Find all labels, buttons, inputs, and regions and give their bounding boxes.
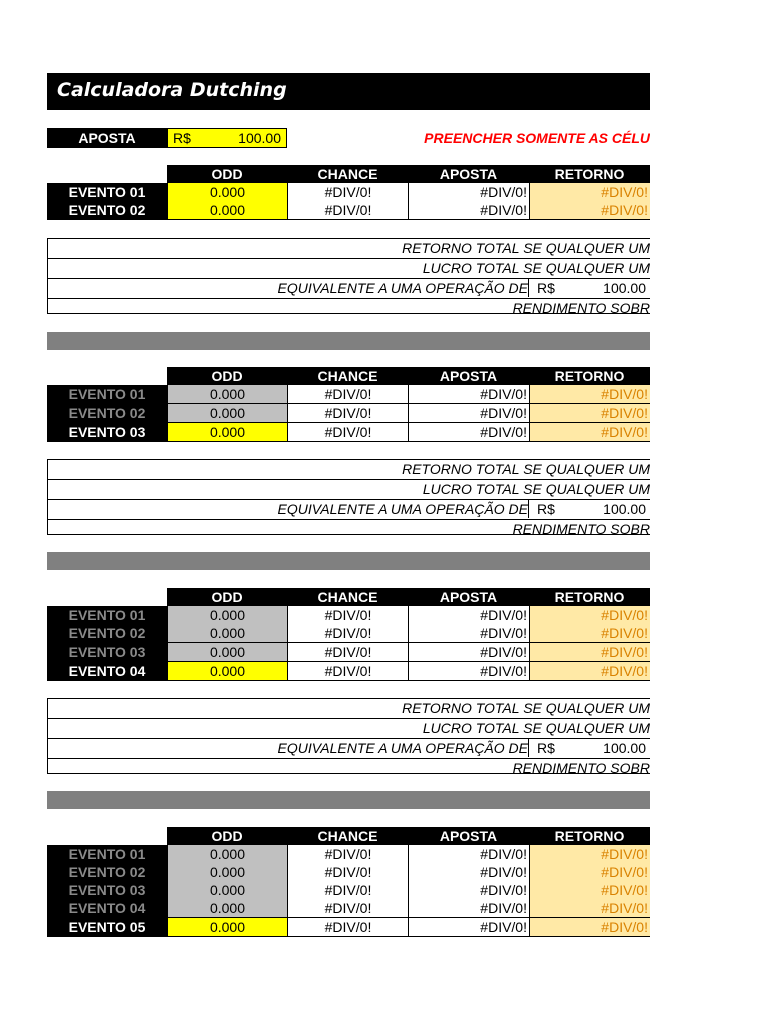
equivalente-amount: 100.00 xyxy=(603,280,646,296)
summary-row-lucro xyxy=(48,480,650,500)
summary-row-retorno xyxy=(48,239,650,259)
retorno-cell: #DIV/0! xyxy=(530,183,650,202)
summary-row-lucro xyxy=(48,259,650,279)
chance-cell: #DIV/0! xyxy=(288,606,409,625)
summary-label: EQUIVALENTE A UMA OPERAÇÃO DE xyxy=(277,280,528,296)
retorno-cell: #DIV/0! xyxy=(530,624,650,643)
retorno-cell: #DIV/0! xyxy=(530,899,650,918)
title-bar xyxy=(47,73,650,110)
summary-box xyxy=(47,459,650,535)
odd-cell: 0.000 xyxy=(167,643,288,662)
chance-cell: #DIV/0! xyxy=(288,423,409,442)
odd-input[interactable]: 0.000 xyxy=(167,423,288,442)
chance-cell: #DIV/0! xyxy=(288,201,409,220)
equivalente-value xyxy=(528,500,650,518)
odd-cell: 0.000 xyxy=(167,404,288,423)
summary-label: LUCRO TOTAL SE QUALQUER UM xyxy=(422,720,650,736)
header-odd: ODD xyxy=(167,827,287,845)
event-label: EVENTO 03 xyxy=(47,643,167,662)
header-retorno: RETORNO xyxy=(529,367,650,385)
summary-row-retorno xyxy=(48,699,650,719)
summary-label: RENDIMENTO SOBR xyxy=(512,300,650,316)
retorno-cell: #DIV/0! xyxy=(530,881,650,900)
aposta-cell: #DIV/0! xyxy=(409,918,530,937)
summary-label: EQUIVALENTE A UMA OPERAÇÃO DE xyxy=(277,501,528,517)
retorno-cell: #DIV/0! xyxy=(530,423,650,442)
aposta-cell: #DIV/0! xyxy=(409,201,530,220)
event-label: EVENTO 01 xyxy=(47,845,167,864)
event-label: EVENTO 02 xyxy=(47,624,167,643)
summary-label: EQUIVALENTE A UMA OPERAÇÃO DE xyxy=(277,740,528,756)
summary-row-retorno xyxy=(48,460,650,480)
equivalente-currency: R$ xyxy=(537,501,555,517)
odd-input[interactable]: 0.000 xyxy=(167,662,288,681)
chance-cell: #DIV/0! xyxy=(288,404,409,423)
summary-row-rendimento xyxy=(48,759,650,778)
retorno-cell: #DIV/0! xyxy=(530,918,650,937)
odd-cell: 0.000 xyxy=(167,624,288,643)
summary-row-lucro xyxy=(48,719,650,739)
header-aposta: APOSTA xyxy=(408,165,529,183)
summary-row-equivalente xyxy=(48,739,650,759)
event-label: EVENTO 02 xyxy=(47,863,167,882)
retorno-cell: #DIV/0! xyxy=(530,201,650,220)
odd-cell: 0.000 xyxy=(167,385,288,404)
summary-label: RENDIMENTO SOBR xyxy=(512,521,650,537)
summary-row-rendimento xyxy=(48,299,650,318)
event-label: EVENTO 01 xyxy=(47,385,167,404)
header-aposta: APOSTA xyxy=(408,827,529,845)
summary-box xyxy=(47,238,650,314)
equivalente-currency: R$ xyxy=(537,280,555,296)
aposta-cell: #DIV/0! xyxy=(409,899,530,918)
aposta-cell: #DIV/0! xyxy=(409,662,530,681)
event-label: EVENTO 05 xyxy=(47,918,167,937)
event-label: EVENTO 02 xyxy=(47,404,167,423)
aposta-input[interactable] xyxy=(167,128,287,148)
aposta-value: 100.00 xyxy=(238,130,281,146)
event-label: EVENTO 03 xyxy=(47,423,167,442)
summary-label: RETORNO TOTAL SE QUALQUER UM xyxy=(402,700,650,716)
chance-cell: #DIV/0! xyxy=(288,863,409,882)
retorno-cell: #DIV/0! xyxy=(530,845,650,864)
aposta-cell: #DIV/0! xyxy=(409,881,530,900)
chance-cell: #DIV/0! xyxy=(288,643,409,662)
header-retorno: RETORNO xyxy=(529,827,650,845)
chance-cell: #DIV/0! xyxy=(288,899,409,918)
aposta-cell: #DIV/0! xyxy=(409,643,530,662)
event-label: EVENTO 01 xyxy=(47,606,167,625)
summary-label: LUCRO TOTAL SE QUALQUER UM xyxy=(422,481,650,497)
header-chance: CHANCE xyxy=(287,827,408,845)
aposta-cell: #DIV/0! xyxy=(409,863,530,882)
chance-cell: #DIV/0! xyxy=(288,183,409,202)
summary-row-equivalente xyxy=(48,279,650,299)
chance-cell: #DIV/0! xyxy=(288,385,409,404)
section-divider xyxy=(47,791,650,809)
odd-input[interactable]: 0.000 xyxy=(167,201,288,220)
instruction-text xyxy=(300,128,650,148)
odd-cell: 0.000 xyxy=(167,606,288,625)
summary-row-rendimento xyxy=(48,520,650,539)
section-divider xyxy=(47,332,650,350)
header-odd: ODD xyxy=(167,588,287,606)
summary-label: RENDIMENTO SOBR xyxy=(512,760,650,776)
retorno-cell: #DIV/0! xyxy=(530,385,650,404)
odd-cell: 0.000 xyxy=(167,845,288,864)
equivalente-amount: 100.00 xyxy=(603,740,646,756)
aposta-label: APOSTA xyxy=(47,128,167,148)
header-odd: ODD xyxy=(167,165,287,183)
summary-box xyxy=(47,698,650,774)
retorno-cell: #DIV/0! xyxy=(530,863,650,882)
event-label: EVENTO 01 xyxy=(47,183,167,202)
odd-input[interactable]: 0.000 xyxy=(167,918,288,937)
event-label: EVENTO 03 xyxy=(47,881,167,900)
aposta-cell: #DIV/0! xyxy=(409,606,530,625)
page-title: Calculadora Dutching xyxy=(57,79,287,101)
aposta-cell: #DIV/0! xyxy=(409,845,530,864)
equivalente-value xyxy=(528,739,650,757)
chance-cell: #DIV/0! xyxy=(288,845,409,864)
chance-cell: #DIV/0! xyxy=(288,881,409,900)
retorno-cell: #DIV/0! xyxy=(530,404,650,423)
chance-cell: #DIV/0! xyxy=(288,918,409,937)
equivalente-amount: 100.00 xyxy=(603,501,646,517)
retorno-cell: #DIV/0! xyxy=(530,606,650,625)
summary-row-equivalente xyxy=(48,500,650,520)
aposta-cell: #DIV/0! xyxy=(409,404,530,423)
section-divider xyxy=(47,552,650,570)
header-aposta: APOSTA xyxy=(408,588,529,606)
aposta-currency: R$ xyxy=(173,130,191,146)
summary-label: RETORNO TOTAL SE QUALQUER UM xyxy=(402,240,650,256)
summary-label: LUCRO TOTAL SE QUALQUER UM xyxy=(422,260,650,276)
aposta-cell: #DIV/0! xyxy=(409,385,530,404)
header-retorno: RETORNO xyxy=(529,165,650,183)
equivalente-currency: R$ xyxy=(537,740,555,756)
retorno-cell: #DIV/0! xyxy=(530,643,650,662)
odd-input[interactable]: 0.000 xyxy=(167,183,288,202)
chance-cell: #DIV/0! xyxy=(288,624,409,643)
summary-label: RETORNO TOTAL SE QUALQUER UM xyxy=(402,461,650,477)
odd-cell: 0.000 xyxy=(167,881,288,900)
header-chance: CHANCE xyxy=(287,588,408,606)
header-chance: CHANCE xyxy=(287,367,408,385)
event-label: EVENTO 04 xyxy=(47,662,167,681)
odd-cell: 0.000 xyxy=(167,863,288,882)
chance-cell: #DIV/0! xyxy=(288,662,409,681)
aposta-cell: #DIV/0! xyxy=(409,423,530,442)
header-odd: ODD xyxy=(167,367,287,385)
instruction-label: PREENCHER SOMENTE AS CÉLU xyxy=(424,130,650,146)
header-aposta: APOSTA xyxy=(408,367,529,385)
header-chance: CHANCE xyxy=(287,165,408,183)
event-label: EVENTO 04 xyxy=(47,899,167,918)
aposta-cell: #DIV/0! xyxy=(409,624,530,643)
retorno-cell: #DIV/0! xyxy=(530,662,650,681)
equivalente-value xyxy=(528,279,650,297)
aposta-cell: #DIV/0! xyxy=(409,183,530,202)
header-retorno: RETORNO xyxy=(529,588,650,606)
odd-cell: 0.000 xyxy=(167,899,288,918)
event-label: EVENTO 02 xyxy=(47,201,167,220)
